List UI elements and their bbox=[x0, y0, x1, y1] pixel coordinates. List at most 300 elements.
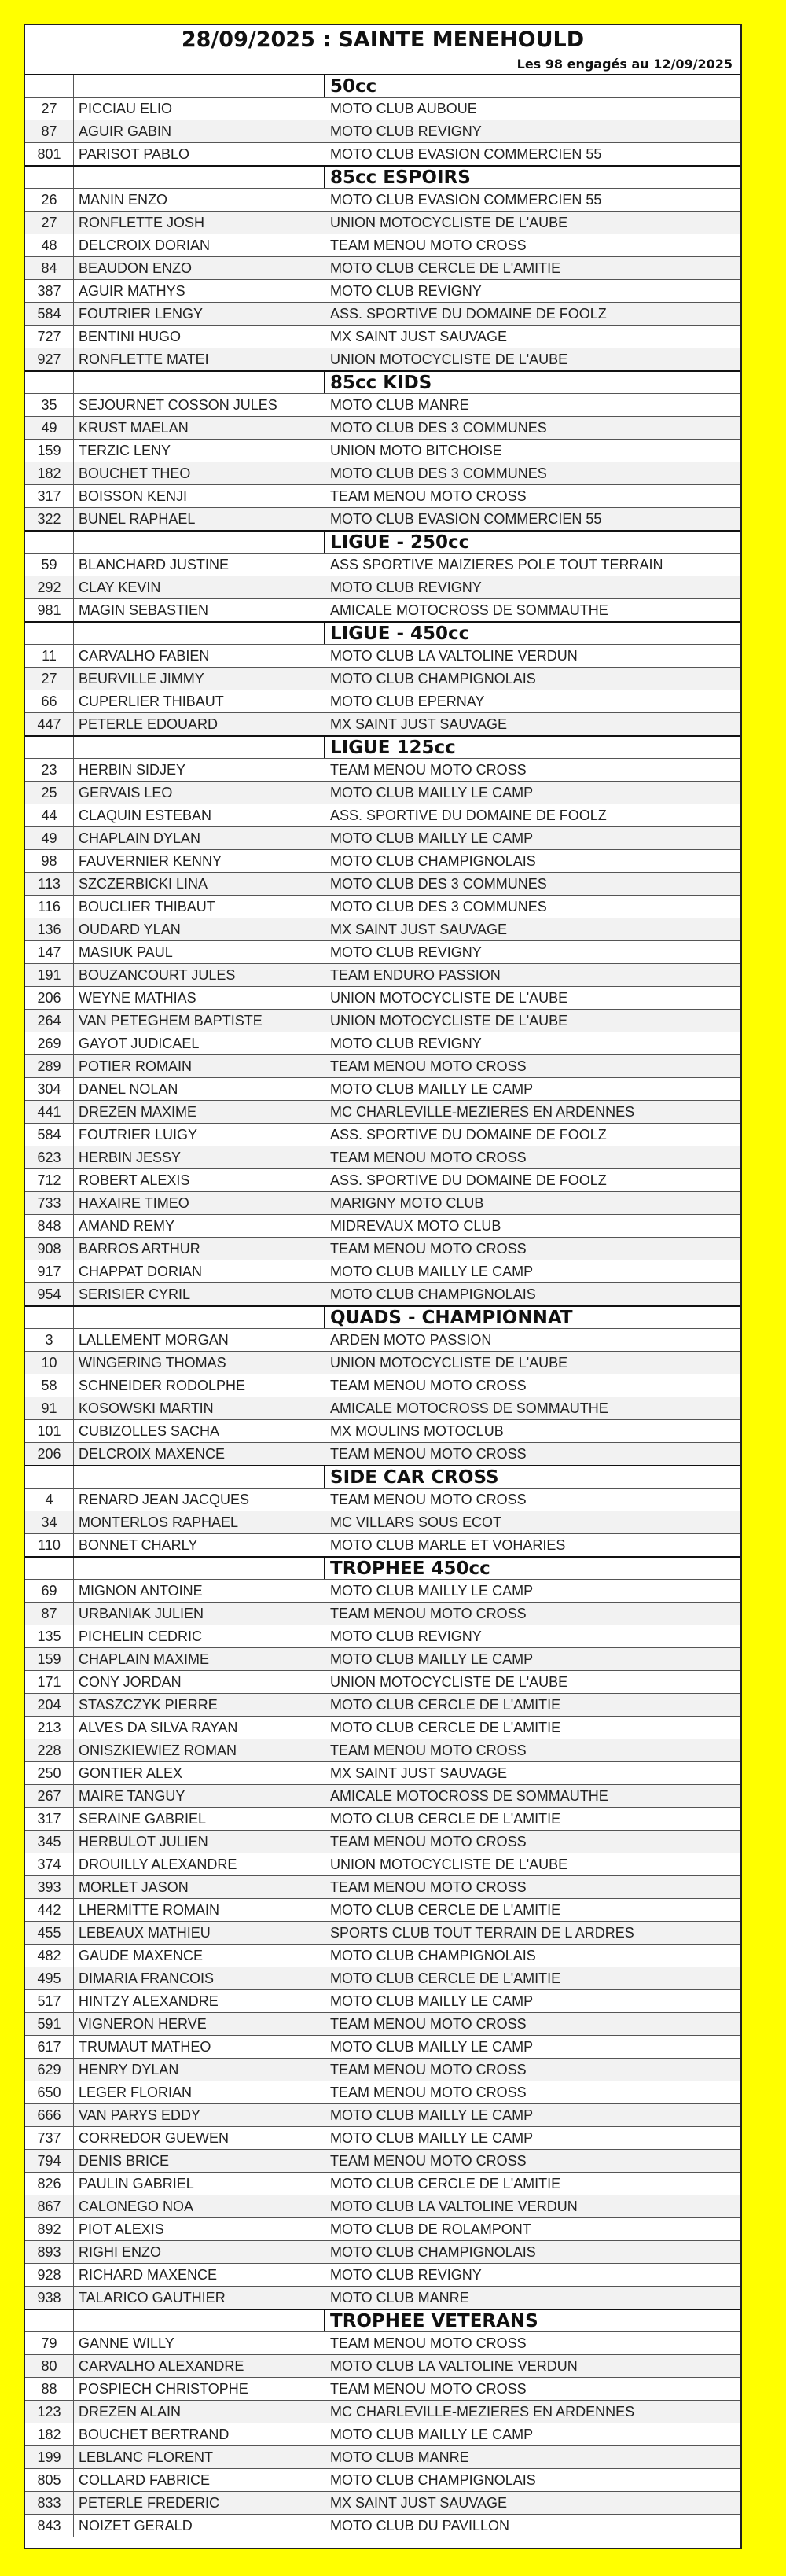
rider-row bbox=[25, 2514, 740, 2537]
rider-club: ASS. SPORTIVE DU DOMAINE DE FOOLZ bbox=[330, 1127, 607, 1143]
rider-number: 91 bbox=[25, 1397, 74, 1419]
rider-club: MOTO CLUB REVIGNY bbox=[330, 580, 482, 595]
rider-number: 833 bbox=[25, 2492, 74, 2514]
category-number-cell bbox=[25, 1307, 74, 1328]
rider-number: 801 bbox=[25, 143, 74, 165]
category-header bbox=[25, 370, 740, 393]
rider-name: HAXAIRE TIMEO bbox=[74, 1192, 325, 1214]
rider-club: TEAM MENOU MOTO CROSS bbox=[330, 2016, 527, 2032]
rider-name: PIOT ALEXIS bbox=[74, 2218, 325, 2240]
rider-name: CUPERLIER THIBAUT bbox=[74, 690, 325, 712]
category-header bbox=[25, 735, 740, 758]
rider-club: TEAM MENOU MOTO CROSS bbox=[330, 2085, 527, 2100]
rider-club: MOTO CLUB MAILLY LE CAMP bbox=[330, 1264, 534, 1279]
rider-row bbox=[25, 918, 740, 940]
rider-number: 482 bbox=[25, 1945, 74, 1967]
rider-name: BOUCHET THEO bbox=[74, 462, 325, 484]
rider-row bbox=[25, 234, 740, 256]
rider-club: ASS. SPORTIVE DU DOMAINE DE FOOLZ bbox=[330, 306, 607, 322]
rider-number: 23 bbox=[25, 759, 74, 781]
rider-number: 250 bbox=[25, 1762, 74, 1784]
rider-name: HINTZY ALEXANDRE bbox=[74, 1990, 325, 2012]
rider-row bbox=[25, 1967, 740, 1989]
rider-row bbox=[25, 1647, 740, 1670]
rider-row bbox=[25, 142, 740, 165]
rider-number: 49 bbox=[25, 827, 74, 849]
category-name-cell bbox=[74, 737, 325, 758]
rider-name: DANEL NOLAN bbox=[74, 1078, 325, 1100]
rider-number: 34 bbox=[25, 1511, 74, 1533]
category-name-cell bbox=[74, 167, 325, 188]
category-header bbox=[25, 165, 740, 188]
rider-name: DROUILLY ALEXANDRE bbox=[74, 1853, 325, 1875]
rider-number: 228 bbox=[25, 1739, 74, 1761]
rider-name: LHERMITTE ROMAIN bbox=[74, 1899, 325, 1921]
category-header bbox=[25, 2309, 740, 2331]
category-name-cell bbox=[74, 1466, 325, 1488]
rider-number: 182 bbox=[25, 2423, 74, 2445]
rider-number: 893 bbox=[25, 2241, 74, 2263]
rider-row bbox=[25, 1328, 740, 1351]
rider-name: TRUMAUT MATHEO bbox=[74, 2036, 325, 2058]
rider-number: 113 bbox=[25, 873, 74, 895]
category-number-cell bbox=[25, 75, 74, 97]
category-number-cell bbox=[25, 167, 74, 188]
rider-name: DENIS BRICE bbox=[74, 2150, 325, 2172]
rider-name: RONFLETTE MATEI bbox=[74, 348, 325, 370]
rider-club: ARDEN MOTO PASSION bbox=[330, 1332, 492, 1348]
rider-club: MX MOULINS MOTOCLUB bbox=[330, 1423, 504, 1439]
rider-name: NOIZET GERALD bbox=[74, 2515, 325, 2537]
rider-name: LEGER FLORIAN bbox=[74, 2081, 325, 2103]
rider-club: TEAM MENOU MOTO CROSS bbox=[330, 1058, 527, 1074]
rider-club: MOTO CLUB REVIGNY bbox=[330, 2267, 482, 2283]
rider-row bbox=[25, 1260, 740, 1282]
rider-row bbox=[25, 940, 740, 963]
rider-row bbox=[25, 279, 740, 302]
rider-name: CHAPLAIN MAXIME bbox=[74, 1648, 325, 1670]
rider-number: 304 bbox=[25, 1078, 74, 1100]
rider-number: 908 bbox=[25, 1238, 74, 1260]
rider-number: 213 bbox=[25, 1717, 74, 1739]
rider-name: MASIUK PAUL bbox=[74, 941, 325, 963]
rider-number: 98 bbox=[25, 850, 74, 872]
rider-club: TEAM ENDURO PASSION bbox=[330, 967, 501, 983]
rider-number: 87 bbox=[25, 1603, 74, 1625]
rider-club: MX SAINT JUST SAUVAGE bbox=[330, 329, 508, 344]
rider-name: PICCIAU ELIO bbox=[74, 98, 325, 120]
rider-row bbox=[25, 1282, 740, 1305]
rider-club: MC CHARLEVILLE-MEZIERES EN ARDENNES bbox=[330, 2404, 635, 2420]
rider-row bbox=[25, 393, 740, 416]
rider-number: 25 bbox=[25, 782, 74, 804]
rider-number: 805 bbox=[25, 2469, 74, 2491]
rider-name: VAN PARYS EDDY bbox=[74, 2104, 325, 2126]
rider-name: MIGNON ANTOINE bbox=[74, 1580, 325, 1602]
rider-number: 87 bbox=[25, 120, 74, 142]
rider-club: MOTO CLUB MAILLY LE CAMP bbox=[330, 2130, 534, 2146]
rider-number: 322 bbox=[25, 508, 74, 530]
rider-club: MOTO CLUB MAILLY LE CAMP bbox=[330, 785, 534, 800]
rider-club: MOTO CLUB CERCLE DE L'AMITIE bbox=[330, 1811, 561, 1827]
entries-table bbox=[25, 74, 740, 2537]
rider-club: MIDREVAUX MOTO CLUB bbox=[330, 1218, 501, 1234]
rider-number: 733 bbox=[25, 1192, 74, 1214]
rider-row bbox=[25, 1077, 740, 1100]
rider-row bbox=[25, 781, 740, 804]
rider-club: MOTO CLUB MAILLY LE CAMP bbox=[330, 2107, 534, 2123]
rider-row bbox=[25, 507, 740, 530]
rider-number: 69 bbox=[25, 1580, 74, 1602]
rider-name: HENRY DYLAN bbox=[74, 2059, 325, 2081]
rider-row bbox=[25, 1009, 740, 1032]
rider-row bbox=[25, 1374, 740, 1397]
rider-club: MOTO CLUB DES 3 COMMUNES bbox=[330, 466, 547, 481]
rider-number: 135 bbox=[25, 1625, 74, 1647]
rider-club: MOTO CLUB EVASION COMMERCIEN 55 bbox=[330, 146, 602, 162]
rider-club: MOTO CLUB MANRE bbox=[330, 2290, 469, 2306]
rider-number: 27 bbox=[25, 98, 74, 120]
rider-number: 938 bbox=[25, 2287, 74, 2309]
rider-name: GAYOT JUDICAEL bbox=[74, 1032, 325, 1054]
rider-name: GERVAIS LEO bbox=[74, 782, 325, 804]
rider-club: MOTO CLUB MAILLY LE CAMP bbox=[330, 830, 534, 846]
rider-club: TEAM MENOU MOTO CROSS bbox=[330, 1150, 527, 1165]
rider-row bbox=[25, 2012, 740, 2035]
rider-row bbox=[25, 553, 740, 576]
rider-name: FAUVERNIER KENNY bbox=[74, 850, 325, 872]
rider-row bbox=[25, 895, 740, 918]
rider-row bbox=[25, 1100, 740, 1123]
rider-number: 892 bbox=[25, 2218, 74, 2240]
rider-name: PETERLE EDOUARD bbox=[74, 713, 325, 735]
rider-row bbox=[25, 2400, 740, 2423]
rider-number: 206 bbox=[25, 1443, 74, 1465]
rider-name: PARISOT PABLO bbox=[74, 143, 325, 165]
rider-club: MX SAINT JUST SAUVAGE bbox=[330, 922, 508, 937]
rider-club: MOTO CLUB CHAMPIGNOLAIS bbox=[330, 853, 536, 869]
rider-number: 292 bbox=[25, 576, 74, 598]
category-name-cell bbox=[74, 1558, 325, 1579]
rider-number: 204 bbox=[25, 1694, 74, 1716]
rider-club: MOTO CLUB MANRE bbox=[330, 397, 469, 413]
rider-number: 206 bbox=[25, 987, 74, 1009]
rider-number: 345 bbox=[25, 1831, 74, 1853]
rider-club: MOTO CLUB EVASION COMMERCIEN 55 bbox=[330, 511, 602, 527]
category-number-cell bbox=[25, 623, 74, 644]
rider-name: DREZEN ALAIN bbox=[74, 2401, 325, 2423]
rider-name: ROBERT ALEXIS bbox=[74, 1169, 325, 1191]
category-title: LIGUE - 450cc bbox=[330, 624, 470, 644]
rider-number: 843 bbox=[25, 2515, 74, 2537]
rider-row bbox=[25, 2149, 740, 2172]
rider-row bbox=[25, 849, 740, 872]
rider-club: TEAM MENOU MOTO CROSS bbox=[330, 1834, 527, 1849]
rider-number: 35 bbox=[25, 394, 74, 416]
rider-name: CONY JORDAN bbox=[74, 1671, 325, 1693]
rider-name: POSPIECH CHRISTOPHE bbox=[74, 2378, 325, 2400]
rider-number: 317 bbox=[25, 485, 74, 507]
rider-club: MOTO CLUB MAILLY LE CAMP bbox=[330, 1993, 534, 2009]
rider-club: TEAM MENOU MOTO CROSS bbox=[330, 2153, 527, 2169]
rider-row bbox=[25, 188, 740, 211]
rider-name: RONFLETTE JOSH bbox=[74, 212, 325, 234]
rider-club: MC VILLARS SOUS ECOT bbox=[330, 1514, 502, 1530]
rider-number: 374 bbox=[25, 1853, 74, 1875]
rider-name: LEBEAUX MATHIEU bbox=[74, 1922, 325, 1944]
rider-name: DIMARIA FRANCOIS bbox=[74, 1967, 325, 1989]
rider-name: BONNET CHARLY bbox=[74, 1534, 325, 1556]
rider-row bbox=[25, 462, 740, 484]
rider-name: BOUZANCOURT JULES bbox=[74, 964, 325, 986]
rider-name: BARROS ARTHUR bbox=[74, 1238, 325, 1260]
rider-number: 289 bbox=[25, 1055, 74, 1077]
rider-name: BEURVILLE JIMMY bbox=[74, 668, 325, 690]
rider-club: ASS. SPORTIVE DU DOMAINE DE FOOLZ bbox=[330, 1172, 607, 1188]
rider-row bbox=[25, 576, 740, 598]
rider-row bbox=[25, 325, 740, 348]
rider-club: TEAM MENOU MOTO CROSS bbox=[330, 1492, 527, 1507]
rider-number: 159 bbox=[25, 440, 74, 462]
rider-club: MOTO CLUB CHAMPIGNOLAIS bbox=[330, 1286, 536, 1302]
rider-row bbox=[25, 2286, 740, 2309]
category-header bbox=[25, 74, 740, 97]
rider-row bbox=[25, 2445, 740, 2468]
rider-club: UNION MOTOCYCLISTE DE L'AUBE bbox=[330, 1013, 568, 1029]
rider-row bbox=[25, 256, 740, 279]
rider-row bbox=[25, 1602, 740, 1625]
category-title: TROPHEE VETERANS bbox=[330, 2311, 538, 2331]
rider-row bbox=[25, 1054, 740, 1077]
rider-name: GAUDE MAXENCE bbox=[74, 1945, 325, 1967]
rider-club: MOTO CLUB MAILLY LE CAMP bbox=[330, 2427, 534, 2442]
rider-name: DELCROIX DORIAN bbox=[74, 234, 325, 256]
category-number-cell bbox=[25, 2310, 74, 2331]
rider-number: 3 bbox=[25, 1329, 74, 1351]
rider-number: 80 bbox=[25, 2355, 74, 2377]
category-title: QUADS - CHAMPIONNAT bbox=[330, 1308, 573, 1328]
rider-row bbox=[25, 2354, 740, 2377]
rider-name: WEYNE MATHIAS bbox=[74, 987, 325, 1009]
rider-name: PETERLE FREDERIC bbox=[74, 2492, 325, 2514]
rider-club: MOTO CLUB CERCLE DE L'AMITIE bbox=[330, 1902, 561, 1918]
rider-number: 495 bbox=[25, 1967, 74, 1989]
entry-list-sheet bbox=[24, 24, 742, 2549]
rider-row bbox=[25, 2035, 740, 2058]
rider-club: TEAM MENOU MOTO CROSS bbox=[330, 1378, 527, 1393]
rider-number: 826 bbox=[25, 2173, 74, 2195]
rider-club: MOTO CLUB DES 3 COMMUNES bbox=[330, 899, 547, 914]
category-name-cell bbox=[74, 75, 325, 97]
rider-name: PICHELIN CEDRIC bbox=[74, 1625, 325, 1647]
rider-number: 58 bbox=[25, 1374, 74, 1397]
rider-club: MOTO CLUB REVIGNY bbox=[330, 1628, 482, 1644]
rider-row bbox=[25, 872, 740, 895]
rider-number: 66 bbox=[25, 690, 74, 712]
rider-row bbox=[25, 690, 740, 712]
rider-row bbox=[25, 416, 740, 439]
rider-number: 59 bbox=[25, 554, 74, 576]
rider-row bbox=[25, 1237, 740, 1260]
rider-name: MANIN ENZO bbox=[74, 189, 325, 211]
category-number-cell bbox=[25, 372, 74, 393]
rider-row bbox=[25, 1989, 740, 2012]
rider-name: URBANIAK JULIEN bbox=[74, 1603, 325, 1625]
rider-name: ONISZKIEWIEZ ROMAN bbox=[74, 1739, 325, 1761]
rider-club: MARIGNY MOTO CLUB bbox=[330, 1195, 484, 1211]
rider-row bbox=[25, 2126, 740, 2149]
rider-row bbox=[25, 439, 740, 462]
rider-name: LALLEMENT MORGAN bbox=[74, 1329, 325, 1351]
rider-row bbox=[25, 97, 740, 120]
rider-name: BOUCHET BERTRAND bbox=[74, 2423, 325, 2445]
rider-club: MOTO CLUB DU PAVILLON bbox=[330, 2518, 510, 2534]
rider-club: MOTO CLUB LA VALTOLINE VERDUN bbox=[330, 2199, 578, 2214]
rider-name: CARVALHO FABIEN bbox=[74, 645, 325, 667]
rider-number: 269 bbox=[25, 1032, 74, 1054]
rider-row bbox=[25, 2103, 740, 2126]
rider-name: CLAY KEVIN bbox=[74, 576, 325, 598]
rider-row bbox=[25, 804, 740, 826]
rider-name: KRUST MAELAN bbox=[74, 417, 325, 439]
rider-name: SZCZERBICKI LINA bbox=[74, 873, 325, 895]
rider-number: 737 bbox=[25, 2127, 74, 2149]
rider-number: 447 bbox=[25, 713, 74, 735]
category-header bbox=[25, 1465, 740, 1488]
rider-club: TEAM MENOU MOTO CROSS bbox=[330, 1446, 527, 1462]
rider-club: MOTO CLUB DES 3 COMMUNES bbox=[330, 420, 547, 436]
category-number-cell bbox=[25, 737, 74, 758]
rider-name: CALONEGO NOA bbox=[74, 2195, 325, 2217]
rider-club: TEAM MENOU MOTO CROSS bbox=[330, 2381, 527, 2397]
rider-club: AMICALE MOTOCROSS DE SOMMAUTHE bbox=[330, 1400, 608, 1416]
rider-club: MC CHARLEVILLE-MEZIERES EN ARDENNES bbox=[330, 1104, 635, 1120]
rider-name: HERBULOT JULIEN bbox=[74, 1831, 325, 1853]
rider-name: SEJOURNET COSSON JULES bbox=[74, 394, 325, 416]
rider-number: 267 bbox=[25, 1785, 74, 1807]
rider-name: CLAQUIN ESTEBAN bbox=[74, 804, 325, 826]
rider-number: 317 bbox=[25, 1808, 74, 1830]
rider-club: UNION MOTOCYCLISTE DE L'AUBE bbox=[330, 1857, 568, 1872]
rider-number: 79 bbox=[25, 2332, 74, 2354]
rider-row bbox=[25, 1807, 740, 1830]
rider-row bbox=[25, 2081, 740, 2103]
rider-club: TEAM MENOU MOTO CROSS bbox=[330, 1606, 527, 1621]
category-title: 50cc bbox=[330, 76, 377, 97]
rider-number: 917 bbox=[25, 1260, 74, 1282]
rider-row bbox=[25, 1875, 740, 1898]
rider-club: MOTO CLUB MAILLY LE CAMP bbox=[330, 1583, 534, 1599]
category-title: LIGUE - 250cc bbox=[330, 532, 470, 553]
rider-name: ALVES DA SILVA RAYAN bbox=[74, 1717, 325, 1739]
category-name-cell bbox=[74, 1307, 325, 1328]
rider-name: COLLARD FABRICE bbox=[74, 2469, 325, 2491]
rider-name: RIGHI ENZO bbox=[74, 2241, 325, 2263]
rider-name: BOISSON KENJI bbox=[74, 485, 325, 507]
rider-row bbox=[25, 1716, 740, 1739]
category-header bbox=[25, 1556, 740, 1579]
rider-row bbox=[25, 211, 740, 234]
rider-name: AGUIR GABIN bbox=[74, 120, 325, 142]
rider-row bbox=[25, 2491, 740, 2514]
rider-club: UNION MOTOCYCLISTE DE L'AUBE bbox=[330, 1674, 568, 1690]
rider-name: GONTIER ALEX bbox=[74, 1762, 325, 1784]
rider-name: BOUCLIER THIBAUT bbox=[74, 896, 325, 918]
rider-row bbox=[25, 1739, 740, 1761]
rider-number: 191 bbox=[25, 964, 74, 986]
rider-row bbox=[25, 1032, 740, 1054]
rider-row bbox=[25, 1670, 740, 1693]
rider-club: ASS SPORTIVE MAIZIERES POLE TOUT TERRAIN bbox=[330, 557, 663, 572]
rider-number: 848 bbox=[25, 1215, 74, 1237]
rider-name: HERBIN SIDJEY bbox=[74, 759, 325, 781]
rider-number: 441 bbox=[25, 1101, 74, 1123]
rider-name: TERZIC LENY bbox=[74, 440, 325, 462]
rider-row bbox=[25, 1511, 740, 1533]
rider-number: 517 bbox=[25, 1990, 74, 2012]
rider-number: 136 bbox=[25, 918, 74, 940]
category-header bbox=[25, 621, 740, 644]
rider-number: 182 bbox=[25, 462, 74, 484]
rider-name: BEAUDON ENZO bbox=[74, 257, 325, 279]
rider-number: 264 bbox=[25, 1010, 74, 1032]
rider-row bbox=[25, 986, 740, 1009]
rider-row bbox=[25, 1419, 740, 1442]
rider-row bbox=[25, 120, 740, 142]
rider-name: STASZCZYK PIERRE bbox=[74, 1694, 325, 1716]
rider-row bbox=[25, 1397, 740, 1419]
rider-row bbox=[25, 1533, 740, 1556]
rider-name: MORLET JASON bbox=[74, 1876, 325, 1898]
rider-row bbox=[25, 1146, 740, 1168]
rider-name: BUNEL RAPHAEL bbox=[74, 508, 325, 530]
rider-club: MOTO CLUB MAILLY LE CAMP bbox=[330, 1081, 534, 1097]
rider-number: 666 bbox=[25, 2104, 74, 2126]
category-title: LIGUE 125cc bbox=[330, 738, 456, 758]
rider-number: 123 bbox=[25, 2401, 74, 2423]
rider-name: CARVALHO ALEXANDRE bbox=[74, 2355, 325, 2377]
rider-row bbox=[25, 302, 740, 325]
rider-name: KOSOWSKI MARTIN bbox=[74, 1397, 325, 1419]
rider-name: DELCROIX MAXENCE bbox=[74, 1443, 325, 1465]
rider-club: MOTO CLUB CERCLE DE L'AMITIE bbox=[330, 2176, 561, 2191]
rider-number: 10 bbox=[25, 1352, 74, 1374]
rider-club: MOTO CLUB CERCLE DE L'AMITIE bbox=[330, 260, 561, 276]
category-title: SIDE CAR CROSS bbox=[330, 1467, 499, 1488]
rider-number: 88 bbox=[25, 2378, 74, 2400]
rider-club: MOTO CLUB MANRE bbox=[330, 2449, 469, 2465]
rider-club: MOTO CLUB EPERNAY bbox=[330, 694, 485, 709]
rider-row bbox=[25, 2468, 740, 2491]
rider-name: CORREDOR GUEWEN bbox=[74, 2127, 325, 2149]
rider-number: 49 bbox=[25, 417, 74, 439]
rider-row bbox=[25, 826, 740, 849]
category-title: 85cc ESPOIRS bbox=[330, 167, 471, 188]
rider-club: TEAM MENOU MOTO CROSS bbox=[330, 762, 527, 778]
rider-name: CHAPPAT DORIAN bbox=[74, 1260, 325, 1282]
rider-row bbox=[25, 1123, 740, 1146]
rider-club: SPORTS CLUB TOUT TERRAIN DE L ARDRES bbox=[330, 1925, 634, 1941]
rider-club: TEAM MENOU MOTO CROSS bbox=[330, 237, 527, 253]
rider-row bbox=[25, 1442, 740, 1465]
rider-number: 26 bbox=[25, 189, 74, 211]
rider-row bbox=[25, 2058, 740, 2081]
category-header bbox=[25, 1305, 740, 1328]
rider-number: 591 bbox=[25, 2013, 74, 2035]
rider-number: 44 bbox=[25, 804, 74, 826]
rider-club: MOTO CLUB CERCLE DE L'AMITIE bbox=[330, 1971, 561, 1986]
rider-number: 84 bbox=[25, 257, 74, 279]
